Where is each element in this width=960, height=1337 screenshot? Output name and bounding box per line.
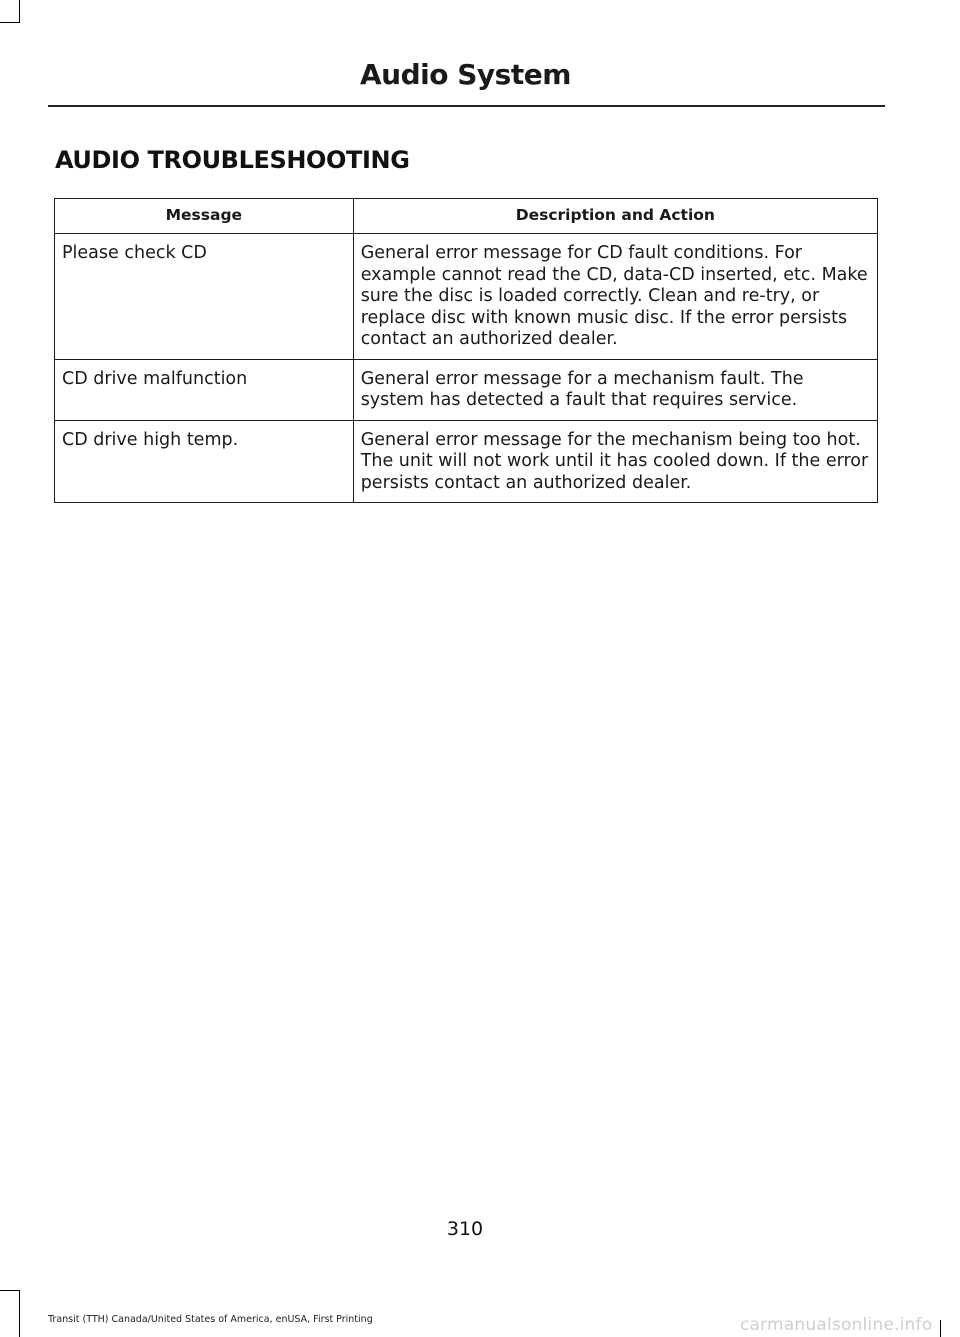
table-row bbox=[55, 359, 878, 420]
message-cell: CD drive malfunction bbox=[55, 359, 354, 420]
table-row bbox=[55, 234, 878, 360]
description-cell: General error message for CD fault conditions. For example cannot read the CD, data-CD inserted, etc. Make sure the disc is loaded correctly. Clean and re-try, or replace disc with known music disc. If the error persists contact an authorized dealer. bbox=[353, 234, 877, 360]
crop-mark bbox=[0, 22, 20, 23]
crop-mark bbox=[0, 1290, 20, 1291]
page-number: 310 bbox=[446, 1218, 484, 1240]
watermark: carmanualsonline.info bbox=[740, 1315, 933, 1335]
column-header-description: Description and Action bbox=[353, 199, 877, 234]
crop-mark bbox=[19, 1290, 20, 1337]
table-row bbox=[55, 420, 878, 503]
crop-mark bbox=[940, 1320, 941, 1337]
header-divider bbox=[48, 105, 885, 107]
page-header-title: Audio System bbox=[360, 58, 571, 91]
footer-text: Transit (TTH) Canada/United States of America, enUSA, First Printing bbox=[48, 1314, 373, 1325]
table-header-row bbox=[55, 199, 878, 234]
troubleshooting-table bbox=[54, 198, 878, 503]
section-title: AUDIO TROUBLESHOOTING bbox=[55, 146, 410, 174]
column-header-message: Message bbox=[55, 199, 354, 234]
message-cell: Please check CD bbox=[55, 234, 354, 360]
crop-mark bbox=[19, 0, 20, 22]
message-cell: CD drive high temp. bbox=[55, 420, 354, 503]
description-cell: General error message for a mechanism fault. The system has detected a fault that requires service. bbox=[353, 359, 877, 420]
description-cell: General error message for the mechanism being too hot. The unit will not work until it has cooled down. If the error persists contact an authorized dealer. bbox=[353, 420, 877, 503]
